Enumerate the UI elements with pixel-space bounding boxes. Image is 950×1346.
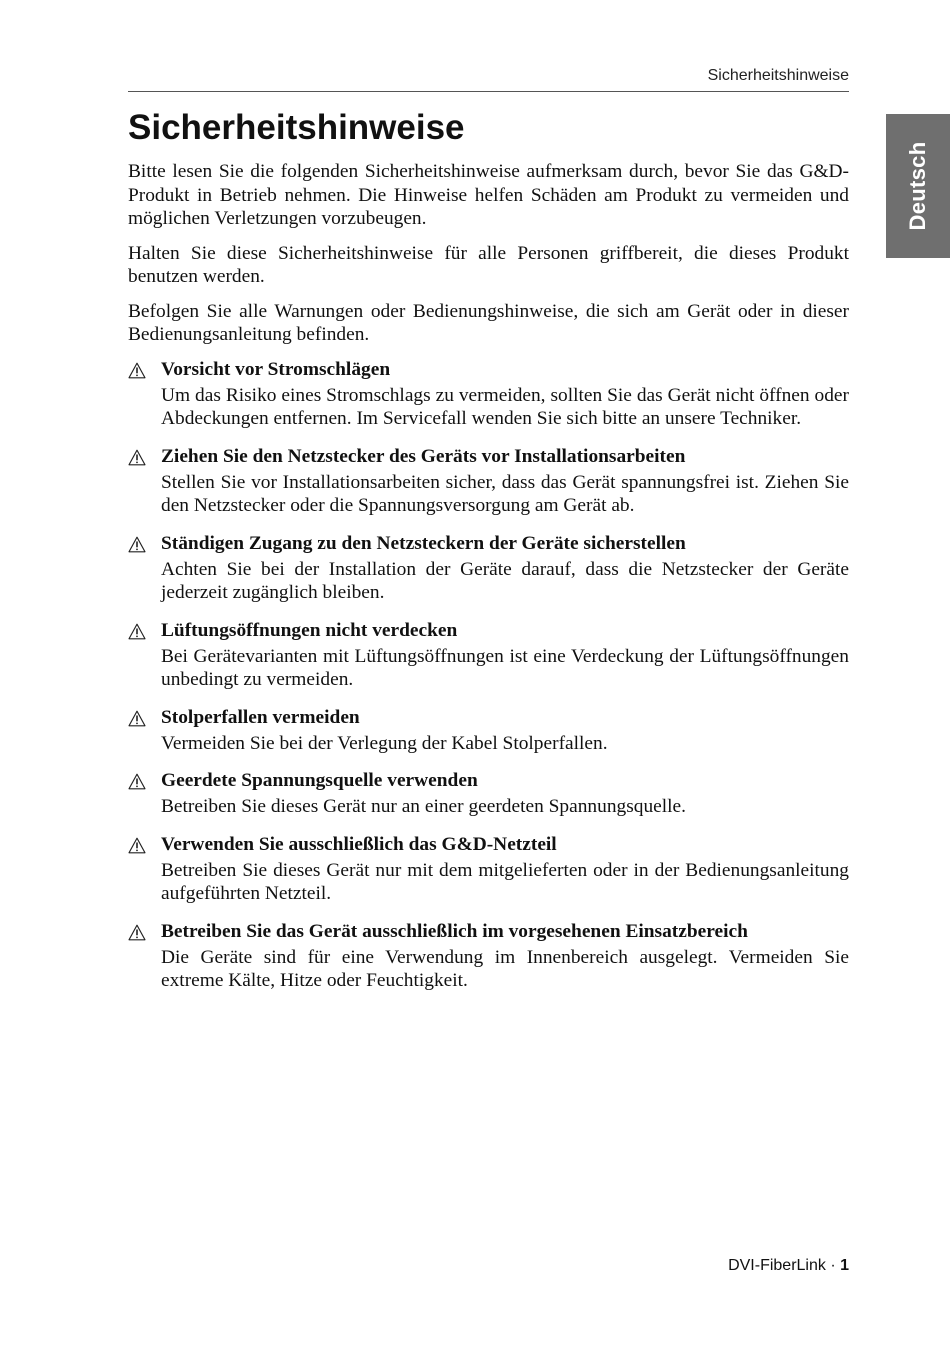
- warning-triangle-icon: [128, 837, 146, 854]
- notice-text: Betreiben Sie dieses Gerät nur an einer geerdeten Spannungsquelle.: [161, 796, 686, 817]
- notice-text: Die Geräte sind für eine Verwendung im Innenbereich ausgelegt. Vermeiden Sie extreme Kälte, Hitze oder Feuchtigkeit.: [161, 946, 849, 991]
- notice-text: Um das Risiko eines Stromschlags zu vermeiden, sollten Sie das Gerät nicht öffnen oder Abdeckungen entfernen. Im Servicefall wenden Sie sich bitte an unsere Techniker.: [161, 384, 849, 429]
- warning-triangle-icon: [128, 924, 146, 941]
- warning-triangle-icon: [128, 536, 146, 553]
- safety-notice: [128, 355, 849, 431]
- notice-text: Bei Gerätevarianten mit Lüftungsöffnungen ist eine Verdeckung der Lüftungsöffnungen unbedingt zu vermeiden.: [161, 645, 849, 690]
- safety-notice: [128, 529, 849, 605]
- notice-heading: Lüftungsöffnungen nicht verdecken: [161, 619, 458, 641]
- page-content: [128, 160, 849, 1004]
- notice-heading: Geerdete Spannungsquelle verwenden: [161, 770, 478, 791]
- warning-triangle-icon: [128, 362, 146, 379]
- warning-triangle-icon: [128, 623, 146, 640]
- footer-separator: ·: [825, 1257, 841, 1274]
- notice-text: Betreiben Sie dieses Gerät nur mit dem mitgelieferten oder in der Bedienungsanleitung aufgeführten Netzteil.: [161, 859, 849, 904]
- language-tab: [886, 114, 950, 258]
- notice-heading: Ständigen Zugang zu den Netzsteckern der Geräte sicherstellen: [161, 532, 686, 554]
- warning-triangle-icon: [128, 710, 146, 727]
- safety-notice: [128, 830, 849, 906]
- safety-notice: [128, 766, 849, 819]
- language-tab-label: Deutsch: [905, 141, 930, 231]
- warning-triangle-icon: [128, 773, 146, 790]
- running-header: Sicherheitshinweise: [707, 67, 849, 84]
- notice-heading: Verwenden Sie ausschließlich das G&D-Netzteil: [161, 833, 557, 855]
- notice-text: Achten Sie bei der Installation der Geräte darauf, dass die Netzstecker der Geräte jederzeit zugänglich bleiben.: [161, 558, 849, 603]
- safety-notice: [128, 917, 849, 993]
- notice-text: Vermeiden Sie bei der Verlegung der Kabel Stolperfallen.: [161, 732, 608, 754]
- intro-paragraph: Bitte lesen Sie die folgenden Sicherheitshinweise aufmerksam durch, bevor Sie das G&D-Produkt in Betrieb nehmen. Die Hinweise helfen Schäden am Produkt zu vermeiden und möglichen Verletzungen vorzubeugen.: [128, 161, 849, 229]
- page-title: Sicherheitshinweise: [128, 108, 465, 147]
- page-footer: [128, 1256, 849, 1276]
- warning-triangle-icon: [128, 449, 146, 466]
- notice-heading: Betreiben Sie das Gerät ausschließlich im vorgesehenen Einsatzbereich: [161, 920, 748, 942]
- safety-notice: [128, 442, 849, 518]
- footer-product-name: DVI-FiberLink: [728, 1257, 826, 1274]
- notice-heading: Stolperfallen vermeiden: [161, 706, 360, 728]
- intro-paragraph: Halten Sie diese Sicherheitshinweise für alle Personen griffbereit, die dieses Produkt benutzen werden.: [128, 242, 849, 287]
- intro-paragraph: Befolgen Sie alle Warnungen oder Bedienungshinweise, die sich am Gerät oder in dieser Bedienungsanleitung befinden.: [128, 300, 849, 345]
- safety-notice: [128, 616, 849, 692]
- safety-notice: [128, 703, 849, 756]
- notice-heading: Ziehen Sie den Netzstecker des Geräts vor Installationsarbeiten: [161, 445, 686, 467]
- page-number: 1: [840, 1257, 849, 1274]
- header-divider: [128, 91, 849, 92]
- notice-text: Stellen Sie vor Installationsarbeiten sicher, dass das Gerät spannungsfrei ist. Ziehen Sie den Netzstecker oder die Spannungsversorgung am Gerät ab.: [161, 471, 849, 516]
- notice-heading: Vorsicht vor Stromschlägen: [161, 358, 391, 380]
